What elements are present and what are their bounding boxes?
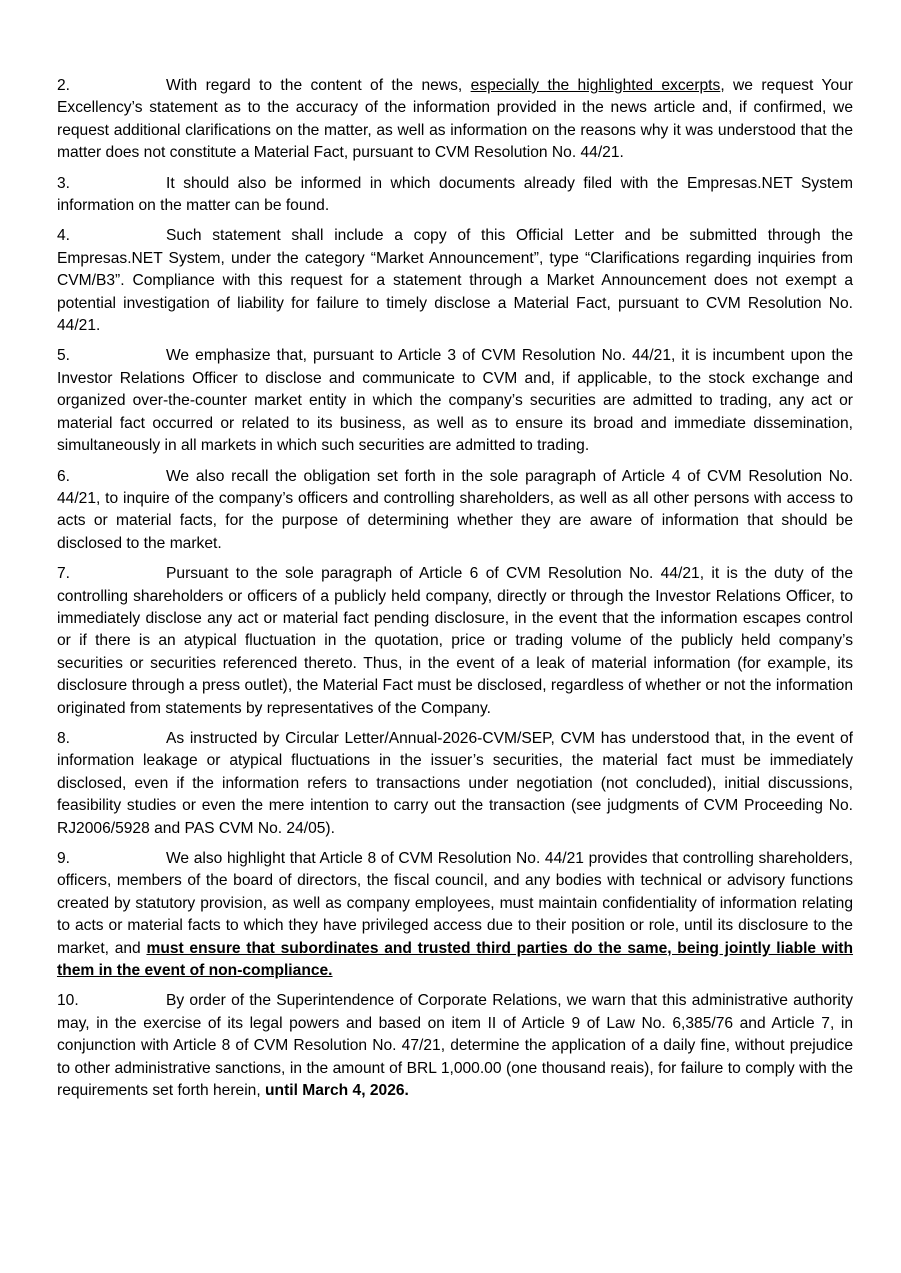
paragraph-text: With regard to the content of the news, bbox=[166, 77, 471, 94]
paragraph-8 bbox=[57, 728, 853, 840]
paragraph-number: 5. bbox=[57, 347, 71, 365]
paragraph-6 bbox=[57, 466, 853, 556]
paragraph-number: 3. bbox=[57, 174, 71, 192]
paragraph-7 bbox=[57, 563, 853, 720]
paragraph-5 bbox=[57, 345, 853, 457]
paragraph-number: 2. bbox=[57, 77, 71, 94]
paragraph-number: 9. bbox=[57, 850, 71, 867]
bold-deadline: until March 4, 2026. bbox=[265, 1082, 409, 1100]
underlined-phrase: especially the highlighted excerpts bbox=[470, 77, 721, 94]
paragraph-10 bbox=[57, 990, 853, 1102]
paragraph-number: 7. bbox=[57, 565, 71, 583]
paragraph-text: It should also be informed in which documents already filed with the Empresas.NET System information on the matter can be found. bbox=[57, 174, 853, 215]
paragraph-number: 10. bbox=[57, 992, 79, 1010]
paragraph-text: We emphasize that, pursuant to Article 3 of CVM Resolution No. 44/21, it is incumbent upon the Investor Relations Officer to disclose and communicate to CVM and, if applicable, to the stock exchange and organized over-the-counter market entity in which the company’s securities are admitted to trading, any act or material fact occurred or related to its business, as well as to ensure its broad and immediate dissemination, simultaneously in all markets in which such securities are admitted to trading. bbox=[57, 347, 853, 455]
paragraph-number: 6. bbox=[57, 467, 71, 485]
paragraph-text: Pursuant to the sole paragraph of Article 6 of CVM Resolution No. 44/21, it is the duty of the controlling shareholders or officers of a publicly held company, directly or through the Investor Relations Officer, to immediately disclose any act or material fact pending disclosure, in the event that the information escapes control or if there is an atypical fluctuation in the quotation, price or trading volume of the publicly held company’s securities or securities referenced thereto. Thus, in the event of a leak of material information (for example, its disclosure through a press outlet), the Material Fact must be disclosed, regardless of whether or not the information originated from statements by representatives of the Company. bbox=[57, 565, 853, 717]
paragraph-2 bbox=[57, 75, 853, 165]
bold-underlined-phrase: must ensure that subordinates and trusted third parties do the same, being jointly liable with them in the event of non-compliance. bbox=[57, 939, 854, 980]
paragraph-text: By order of the Superintendence of Corporate Relations, we warn that this administrative authority may, in the exercise of its legal powers and based on item II of Article 9 of Law No. 6,385/76 and Article 7, in conjunction with Article 8 of CVM Resolution No. 47/21, determine the application of a daily fine, without prejudice to other administrative sanctions, in the amount of BRL 1,000.00 (one thousand reais), for failure to comply with the requirements set forth herein, bbox=[57, 992, 853, 1100]
document-body bbox=[57, 75, 853, 1110]
paragraph-text: We also recall the obligation set forth in the sole paragraph of Article 4 of CVM Resolution No. 44/21, to inquire of the company’s officers and controlling shareholders, as well as all other persons with access to acts or material facts, for the purpose of determining whether they are aware of information that should be disclosed to the market. bbox=[57, 467, 853, 552]
paragraph-4 bbox=[57, 225, 853, 337]
paragraph-text: As instructed by Circular Letter/Annual-2026-CVM/SEP, CVM has understood that, in the event of information leakage or atypical fluctuations in the issuer’s securities, the material fact must be immediately disclosed, even if the information refers to transactions under negotiation (not concluded), initial discussions, feasibility studies or even the mere intention to carry out the transaction (see judgments of CVM Proceeding No. RJ2006/5928 and PAS CVM No. 24/05). bbox=[57, 729, 853, 837]
paragraph-text: , we request Your Excellency’s statement as to the accuracy of the information provided in the news article and, if confirmed, we request additional clarifications on the matter, as well as information on the reasons why it was understood that the matter does not constitute a Material Fact, pursuant to CVM Resolution No. 44/21. bbox=[57, 77, 853, 162]
paragraph-3 bbox=[57, 173, 853, 218]
paragraph-number: 4. bbox=[57, 227, 71, 245]
paragraph-text: We also highlight that Article 8 of CVM Resolution No. 44/21 provides that controlling shareholders, officers, members of the board of directors, the fiscal council, and any bodies with technical or advisory functions created by statutory provision, as well as company employees, must maintain confidentiality of information relating to acts or material facts to which they have privileged access due to their position or role, until its disclosure to the market, and bbox=[57, 850, 853, 957]
paragraph-9 bbox=[57, 848, 853, 982]
paragraph-text: Such statement shall include a copy of this Official Letter and be submitted through the Empresas.NET System, under the category “Market Announcement”, type “Clarifications regarding inquiries from CVM/B3”. Compliance with this request for a statement through a Market Announcement does not exempt a potential investigation of liability for failure to timely disclose a Material Fact, pursuant to CVM Resolution No. 44/21. bbox=[57, 227, 853, 335]
paragraph-number: 8. bbox=[57, 729, 71, 747]
